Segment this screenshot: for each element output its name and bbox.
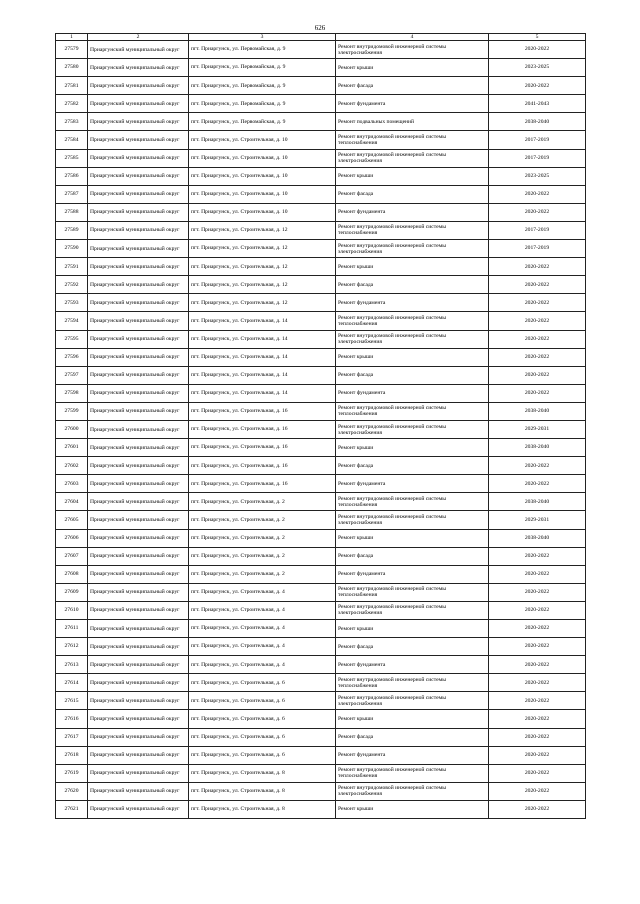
period-cell: 2023-2025 <box>489 59 586 77</box>
municipality-cell: Приаргунский муниципальный округ <box>88 782 189 800</box>
work-type-cell: Ремонт внутридомовой инженерной системы теплоснабжения <box>336 674 489 692</box>
row-number-cell: 27619 <box>56 764 88 782</box>
period-cell: 2020-2022 <box>489 638 586 656</box>
work-type-cell: Ремонт фасада <box>336 77 489 95</box>
work-type-cell: Ремонт фасада <box>336 728 489 746</box>
table-row <box>56 240 586 258</box>
column-number-row <box>56 34 586 41</box>
municipality-cell: Приаргунский муниципальный округ <box>88 620 189 638</box>
table-row <box>56 348 586 366</box>
row-number-cell: 27597 <box>56 366 88 384</box>
period-cell: 2038-2040 <box>489 402 586 420</box>
table-row <box>56 656 586 674</box>
period-cell: 2017-2019 <box>489 240 586 258</box>
period-cell: 2020-2022 <box>489 475 586 493</box>
table-row <box>56 258 586 276</box>
table-row <box>56 95 586 113</box>
address-cell: пгт. Приаргунск, ул. Строительная, д. 12 <box>189 221 336 239</box>
address-cell: пгт. Приаргунск, ул. Строительная, д. 16 <box>189 420 336 438</box>
row-number-cell: 27593 <box>56 294 88 312</box>
work-type-cell: Ремонт крыши <box>336 529 489 547</box>
row-number-cell: 27582 <box>56 95 88 113</box>
period-cell: 2020-2022 <box>489 384 586 402</box>
municipality-cell: Приаргунский муниципальный округ <box>88 258 189 276</box>
table-row <box>56 203 586 221</box>
work-type-cell: Ремонт внутридомовой инженерной системы электроснабжения <box>336 420 489 438</box>
municipality-cell: Приаргунский муниципальный округ <box>88 583 189 601</box>
work-type-cell: Ремонт фундамента <box>336 203 489 221</box>
period-cell: 2020-2022 <box>489 547 586 565</box>
row-number-cell: 27610 <box>56 601 88 619</box>
table-body <box>56 41 586 819</box>
capital-repair-table <box>55 33 586 819</box>
table-row <box>56 221 586 239</box>
table-row <box>56 638 586 656</box>
work-type-cell: Ремонт внутридомовой инженерной системы теплоснабжения <box>336 493 489 511</box>
municipality-cell: Приаргунский муниципальный округ <box>88 402 189 420</box>
period-cell: 2038-2040 <box>489 493 586 511</box>
address-cell: пгт. Приаргунск, ул. Строительная, д. 14 <box>189 366 336 384</box>
row-number-cell: 27587 <box>56 185 88 203</box>
municipality-cell: Приаргунский муниципальный округ <box>88 294 189 312</box>
period-cell: 2020-2022 <box>489 185 586 203</box>
municipality-cell: Приаргунский муниципальный округ <box>88 764 189 782</box>
municipality-cell: Приаргунский муниципальный округ <box>88 185 189 203</box>
municipality-cell: Приаргунский муниципальный округ <box>88 113 189 131</box>
period-cell: 2017-2019 <box>489 131 586 149</box>
work-type-cell: Ремонт фундамента <box>336 565 489 583</box>
municipality-cell: Приаргунский муниципальный округ <box>88 547 189 565</box>
row-number-cell: 27613 <box>56 656 88 674</box>
row-number-cell: 27617 <box>56 728 88 746</box>
table-row <box>56 276 586 294</box>
address-cell: пгт. Приаргунск, ул. Строительная, д. 10 <box>189 185 336 203</box>
address-cell: пгт. Приаргунск, ул. Строительная, д. 6 <box>189 692 336 710</box>
table-row <box>56 674 586 692</box>
table-row <box>56 529 586 547</box>
address-cell: пгт. Приаргунск, ул. Первомайская, д. 9 <box>189 41 336 59</box>
work-type-cell: Ремонт фундамента <box>336 746 489 764</box>
table-row <box>56 601 586 619</box>
table-row <box>56 330 586 348</box>
address-cell: пгт. Приаргунск, ул. Строительная, д. 16 <box>189 457 336 475</box>
address-cell: пгт. Приаргунск, ул. Строительная, д. 4 <box>189 620 336 638</box>
address-cell: пгт. Приаргунск, ул. Строительная, д. 2 <box>189 565 336 583</box>
address-cell: пгт. Приаргунск, ул. Строительная, д. 4 <box>189 638 336 656</box>
work-type-cell: Ремонт крыши <box>336 620 489 638</box>
period-cell: 2020-2022 <box>489 692 586 710</box>
table-row <box>56 439 586 457</box>
period-cell: 2020-2022 <box>489 782 586 800</box>
work-type-cell: Ремонт внутридомовой инженерной системы электроснабжения <box>336 511 489 529</box>
table-row <box>56 764 586 782</box>
work-type-cell: Ремонт фасада <box>336 276 489 294</box>
table-row <box>56 511 586 529</box>
period-cell: 2020-2022 <box>489 674 586 692</box>
address-cell: пгт. Приаргунск, ул. Строительная, д. 12 <box>189 276 336 294</box>
address-cell: пгт. Приаргунск, ул. Строительная, д. 10 <box>189 167 336 185</box>
work-type-cell: Ремонт внутридомовой инженерной системы электроснабжения <box>336 782 489 800</box>
work-type-cell: Ремонт фасада <box>336 457 489 475</box>
row-number-cell: 27595 <box>56 330 88 348</box>
table-row <box>56 475 586 493</box>
address-cell: пгт. Приаргунск, ул. Строительная, д. 12 <box>189 240 336 258</box>
municipality-cell: Приаргунский муниципальный округ <box>88 276 189 294</box>
municipality-cell: Приаргунский муниципальный округ <box>88 674 189 692</box>
municipality-cell: Приаргунский муниципальный округ <box>88 41 189 59</box>
row-number-cell: 27591 <box>56 258 88 276</box>
table-row <box>56 131 586 149</box>
period-cell: 2020-2022 <box>489 203 586 221</box>
work-type-cell: Ремонт внутридомовой инженерной системы теплоснабжения <box>336 583 489 601</box>
address-cell: пгт. Приаргунск, ул. Строительная, д. 16 <box>189 475 336 493</box>
period-cell: 2020-2022 <box>489 583 586 601</box>
work-type-cell: Ремонт крыши <box>336 348 489 366</box>
municipality-cell: Приаргунский муниципальный округ <box>88 511 189 529</box>
table-row <box>56 800 586 818</box>
address-cell: пгт. Приаргунск, ул. Строительная, д. 14 <box>189 348 336 366</box>
table-row <box>56 167 586 185</box>
row-number-cell: 27612 <box>56 638 88 656</box>
table-row <box>56 41 586 59</box>
table-row <box>56 728 586 746</box>
table-row <box>56 493 586 511</box>
work-type-cell: Ремонт фасада <box>336 547 489 565</box>
table-row <box>56 782 586 800</box>
work-type-cell: Ремонт фундамента <box>336 656 489 674</box>
row-number-cell: 27599 <box>56 402 88 420</box>
column-header: 3 <box>189 34 336 41</box>
table-row <box>56 583 586 601</box>
municipality-cell: Приаргунский муниципальный округ <box>88 366 189 384</box>
row-number-cell: 27611 <box>56 620 88 638</box>
address-cell: пгт. Приаргунск, ул. Строительная, д. 6 <box>189 674 336 692</box>
table-row <box>56 547 586 565</box>
work-type-cell: Ремонт внутридомовой инженерной системы теплоснабжения <box>336 131 489 149</box>
work-type-cell: Ремонт фасада <box>336 638 489 656</box>
address-cell: пгт. Приаргунск, ул. Первомайская, д. 9 <box>189 113 336 131</box>
table-row <box>56 710 586 728</box>
column-header: 1 <box>56 34 88 41</box>
municipality-cell: Приаргунский муниципальный округ <box>88 800 189 818</box>
period-cell: 2020-2022 <box>489 77 586 95</box>
row-number-cell: 27581 <box>56 77 88 95</box>
period-cell: 2020-2022 <box>489 457 586 475</box>
period-cell: 2020-2022 <box>489 728 586 746</box>
row-number-cell: 27585 <box>56 149 88 167</box>
row-number-cell: 27614 <box>56 674 88 692</box>
address-cell: пгт. Приаргунск, ул. Строительная, д. 2 <box>189 493 336 511</box>
row-number-cell: 27603 <box>56 475 88 493</box>
row-number-cell: 27590 <box>56 240 88 258</box>
work-type-cell: Ремонт внутридомовой инженерной системы электроснабжения <box>336 601 489 619</box>
municipality-cell: Приаргунский муниципальный округ <box>88 601 189 619</box>
table-row <box>56 366 586 384</box>
work-type-cell: Ремонт крыши <box>336 167 489 185</box>
address-cell: пгт. Приаргунск, ул. Строительная, д. 10 <box>189 131 336 149</box>
table-row <box>56 59 586 77</box>
table-row <box>56 77 586 95</box>
table-row <box>56 312 586 330</box>
period-cell: 2020-2022 <box>489 294 586 312</box>
municipality-cell: Приаргунский муниципальный округ <box>88 493 189 511</box>
period-cell: 2020-2022 <box>489 656 586 674</box>
municipality-cell: Приаргунский муниципальный округ <box>88 656 189 674</box>
address-cell: пгт. Приаргунск, ул. Строительная, д. 8 <box>189 764 336 782</box>
address-cell: пгт. Приаргунск, ул. Строительная, д. 16 <box>189 402 336 420</box>
row-number-cell: 27604 <box>56 493 88 511</box>
municipality-cell: Приаргунский муниципальный округ <box>88 131 189 149</box>
address-cell: пгт. Приаргунск, ул. Строительная, д. 14 <box>189 312 336 330</box>
row-number-cell: 27616 <box>56 710 88 728</box>
period-cell: 2017-2019 <box>489 149 586 167</box>
row-number-cell: 27621 <box>56 800 88 818</box>
work-type-cell: Ремонт крыши <box>336 710 489 728</box>
column-header: 2 <box>88 34 189 41</box>
row-number-cell: 27579 <box>56 41 88 59</box>
row-number-cell: 27596 <box>56 348 88 366</box>
row-number-cell: 27584 <box>56 131 88 149</box>
work-type-cell: Ремонт крыши <box>336 800 489 818</box>
period-cell: 2020-2022 <box>489 565 586 583</box>
work-type-cell: Ремонт фасада <box>336 185 489 203</box>
row-number-cell: 27592 <box>56 276 88 294</box>
period-cell: 2020-2022 <box>489 41 586 59</box>
municipality-cell: Приаргунский муниципальный округ <box>88 221 189 239</box>
address-cell: пгт. Приаргунск, ул. Строительная, д. 2 <box>189 529 336 547</box>
row-number-cell: 27598 <box>56 384 88 402</box>
row-number-cell: 27605 <box>56 511 88 529</box>
table-row <box>56 420 586 438</box>
municipality-cell: Приаргунский муниципальный округ <box>88 348 189 366</box>
address-cell: пгт. Приаргунск, ул. Строительная, д. 4 <box>189 656 336 674</box>
period-cell: 2041-2043 <box>489 95 586 113</box>
address-cell: пгт. Приаргунск, ул. Строительная, д. 2 <box>189 511 336 529</box>
table-row <box>56 149 586 167</box>
municipality-cell: Приаргунский муниципальный округ <box>88 638 189 656</box>
municipality-cell: Приаргунский муниципальный округ <box>88 692 189 710</box>
row-number-cell: 27580 <box>56 59 88 77</box>
period-cell: 2038-2040 <box>489 113 586 131</box>
row-number-cell: 27586 <box>56 167 88 185</box>
municipality-cell: Приаргунский муниципальный округ <box>88 330 189 348</box>
work-type-cell: Ремонт крыши <box>336 258 489 276</box>
row-number-cell: 27588 <box>56 203 88 221</box>
table-row <box>56 402 586 420</box>
period-cell: 2017-2019 <box>489 221 586 239</box>
address-cell: пгт. Приаргунск, ул. Строительная, д. 6 <box>189 746 336 764</box>
table-row <box>56 185 586 203</box>
column-header: 4 <box>336 34 489 41</box>
address-cell: пгт. Приаргунск, ул. Строительная, д. 14 <box>189 384 336 402</box>
work-type-cell: Ремонт крыши <box>336 59 489 77</box>
address-cell: пгт. Приаргунск, ул. Строительная, д. 10 <box>189 203 336 221</box>
municipality-cell: Приаргунский муниципальный округ <box>88 457 189 475</box>
municipality-cell: Приаргунский муниципальный округ <box>88 149 189 167</box>
period-cell: 2020-2022 <box>489 258 586 276</box>
work-type-cell: Ремонт внутридомовой инженерной системы электроснабжения <box>336 41 489 59</box>
row-number-cell: 27618 <box>56 746 88 764</box>
work-type-cell: Ремонт фундамента <box>336 95 489 113</box>
period-cell: 2020-2022 <box>489 348 586 366</box>
period-cell: 2020-2022 <box>489 366 586 384</box>
period-cell: 2023-2025 <box>489 167 586 185</box>
period-cell: 2029-2031 <box>489 511 586 529</box>
address-cell: пгт. Приаргунск, ул. Строительная, д. 12 <box>189 258 336 276</box>
work-type-cell: Ремонт внутридомовой инженерной системы электроснабжения <box>336 240 489 258</box>
work-type-cell: Ремонт фундамента <box>336 294 489 312</box>
table-row <box>56 565 586 583</box>
municipality-cell: Приаргунский муниципальный округ <box>88 59 189 77</box>
table-row <box>56 692 586 710</box>
address-cell: пгт. Приаргунск, ул. Строительная, д. 4 <box>189 583 336 601</box>
municipality-cell: Приаргунский муниципальный округ <box>88 746 189 764</box>
municipality-cell: Приаргунский муниципальный округ <box>88 312 189 330</box>
work-type-cell: Ремонт внутридомовой инженерной системы теплоснабжения <box>336 402 489 420</box>
address-cell: пгт. Приаргунск, ул. Первомайская, д. 9 <box>189 95 336 113</box>
municipality-cell: Приаргунский муниципальный округ <box>88 529 189 547</box>
period-cell: 2020-2022 <box>489 746 586 764</box>
row-number-cell: 27589 <box>56 221 88 239</box>
work-type-cell: Ремонт внутридомовой инженерной системы электроснабжения <box>336 330 489 348</box>
period-cell: 2020-2022 <box>489 276 586 294</box>
address-cell: пгт. Приаргунск, ул. Строительная, д. 10 <box>189 149 336 167</box>
period-cell: 2020-2022 <box>489 800 586 818</box>
work-type-cell: Ремонт фундамента <box>336 475 489 493</box>
municipality-cell: Приаргунский муниципальный округ <box>88 420 189 438</box>
address-cell: пгт. Приаргунск, ул. Строительная, д. 12 <box>189 294 336 312</box>
row-number-cell: 27607 <box>56 547 88 565</box>
work-type-cell: Ремонт внутридомовой инженерной системы теплоснабжения <box>336 312 489 330</box>
work-type-cell: Ремонт внутридомовой инженерной системы электроснабжения <box>336 692 489 710</box>
address-cell: пгт. Приаргунск, ул. Строительная, д. 8 <box>189 800 336 818</box>
period-cell: 2020-2022 <box>489 312 586 330</box>
row-number-cell: 27600 <box>56 420 88 438</box>
table-row <box>56 620 586 638</box>
municipality-cell: Приаргунский муниципальный округ <box>88 710 189 728</box>
page-number: 626 <box>314 24 326 32</box>
address-cell: пгт. Приаргунск, ул. Строительная, д. 14 <box>189 330 336 348</box>
table-row <box>56 457 586 475</box>
period-cell: 2020-2022 <box>489 601 586 619</box>
municipality-cell: Приаргунский муниципальный округ <box>88 475 189 493</box>
municipality-cell: Приаргунский муниципальный округ <box>88 565 189 583</box>
period-cell: 2020-2022 <box>489 330 586 348</box>
municipality-cell: Приаргунский муниципальный округ <box>88 240 189 258</box>
work-type-cell: Ремонт крыши <box>336 439 489 457</box>
column-header: 5 <box>489 34 586 41</box>
municipality-cell: Приаргунский муниципальный округ <box>88 384 189 402</box>
table-row <box>56 746 586 764</box>
work-type-cell: Ремонт подвальных помещений <box>336 113 489 131</box>
municipality-cell: Приаргунский муниципальный округ <box>88 439 189 457</box>
table-row <box>56 384 586 402</box>
work-type-cell: Ремонт фасада <box>336 366 489 384</box>
address-cell: пгт. Приаргунск, ул. Строительная, д. 6 <box>189 710 336 728</box>
row-number-cell: 27615 <box>56 692 88 710</box>
row-number-cell: 27606 <box>56 529 88 547</box>
row-number-cell: 27620 <box>56 782 88 800</box>
address-cell: пгт. Приаргунск, ул. Строительная, д. 8 <box>189 782 336 800</box>
row-number-cell: 27609 <box>56 583 88 601</box>
work-type-cell: Ремонт внутридомовой инженерной системы теплоснабжения <box>336 221 489 239</box>
address-cell: пгт. Приаргунск, ул. Строительная, д. 2 <box>189 547 336 565</box>
table-row <box>56 294 586 312</box>
period-cell: 2020-2022 <box>489 620 586 638</box>
row-number-cell: 27601 <box>56 439 88 457</box>
row-number-cell: 27594 <box>56 312 88 330</box>
row-number-cell: 27602 <box>56 457 88 475</box>
period-cell: 2038-2040 <box>489 529 586 547</box>
period-cell: 2020-2022 <box>489 764 586 782</box>
address-cell: пгт. Приаргунск, ул. Первомайская, д. 9 <box>189 77 336 95</box>
municipality-cell: Приаргунский муниципальный округ <box>88 728 189 746</box>
work-type-cell: Ремонт внутридомовой инженерной системы теплоснабжения <box>336 764 489 782</box>
address-cell: пгт. Приаргунск, ул. Строительная, д. 16 <box>189 439 336 457</box>
municipality-cell: Приаргунский муниципальный округ <box>88 203 189 221</box>
address-cell: пгт. Приаргунск, ул. Первомайская, д. 9 <box>189 59 336 77</box>
row-number-cell: 27583 <box>56 113 88 131</box>
address-cell: пгт. Приаргунск, ул. Строительная, д. 4 <box>189 601 336 619</box>
work-type-cell: Ремонт внутридомовой инженерной системы электроснабжения <box>336 149 489 167</box>
table-row <box>56 113 586 131</box>
period-cell: 2038-2040 <box>489 439 586 457</box>
municipality-cell: Приаргунский муниципальный округ <box>88 77 189 95</box>
period-cell: 2020-2022 <box>489 710 586 728</box>
municipality-cell: Приаргунский муниципальный округ <box>88 167 189 185</box>
row-number-cell: 27608 <box>56 565 88 583</box>
address-cell: пгт. Приаргунск, ул. Строительная, д. 6 <box>189 728 336 746</box>
period-cell: 2029-2031 <box>489 420 586 438</box>
work-type-cell: Ремонт фундамента <box>336 384 489 402</box>
municipality-cell: Приаргунский муниципальный округ <box>88 95 189 113</box>
